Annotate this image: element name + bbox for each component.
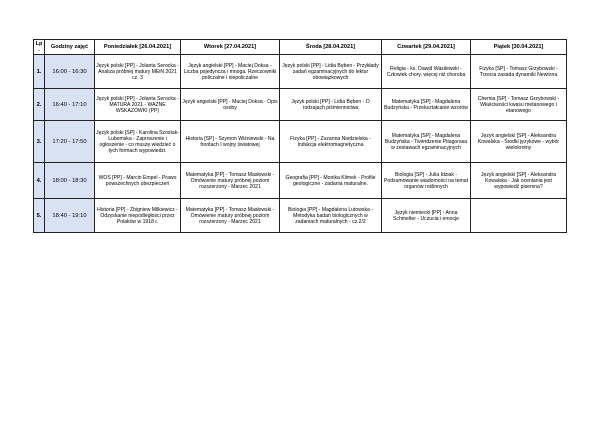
time-cell: 18:00 - 18:30 xyxy=(45,163,95,199)
table-row xyxy=(34,121,567,163)
thursday-cell: Język niemiecki [PP] - Anna Schmelter - Uczucia i emocje xyxy=(382,199,471,233)
monday-cell: Język polski [PP] - Jolanta Serocka - MATURA 2021 - WAŻNE WSKAZÓWKI (PP) xyxy=(95,89,181,121)
friday-cell: Język angielski [SP] - Aleksandra Kowalska - Jak oceniania jest wypowiedź pisemna? xyxy=(471,163,567,199)
time-cell: 16:00 - 16:30 xyxy=(45,55,95,89)
schedule-table xyxy=(33,39,567,233)
tuesday-cell: Matematyka [PP] - Tomasz Masłowski - Omówienie matury próbnej poziom rozszerzony - Marzec 2021 xyxy=(181,199,280,233)
header-wednesday: Środa [28.04.2021] xyxy=(280,40,382,55)
friday-cell: Chemia [SP] - Tomasz Grzybowski - Właściwości kwasu metanowego i etanowego xyxy=(471,89,567,121)
wednesday-cell: Biologia [PP] - Magdalena Lutowska - Metodyka badań biologicznych w zadaniach maturalnych - cz.2/2 xyxy=(280,199,382,233)
row-number: 1. xyxy=(34,55,45,89)
time-cell: 18:40 - 19:10 xyxy=(45,199,95,233)
header-row xyxy=(34,40,567,55)
wednesday-cell: Geografia [PP] - Monika Klimek - Profile geologiczne - zadania maturalne. xyxy=(280,163,382,199)
tuesday-cell: Historia [SP] - Szymon Wiśniewski - Na frontach I wojny światowej xyxy=(181,121,280,163)
wednesday-cell: Język polski [PP] - Lidia Bęben - Przykłady zadań egzaminacyjnych do lektur obowiązkowych xyxy=(280,55,382,89)
table-row xyxy=(34,163,567,199)
table-row xyxy=(34,55,567,89)
table-row xyxy=(34,199,567,233)
thursday-cell: Biologia [SP] - Julia Idziak - Podsumowanie wiadomości na temat organów roślinnych xyxy=(382,163,471,199)
monday-cell: Język polski [PP] - Jolanta Serocka - Analiza próbnej matury MEiN 2021 cz. 3 xyxy=(95,55,181,89)
header-tuesday: Wtorek [27.04.2021] xyxy=(181,40,280,55)
friday-cell: Fizyka [SP] - Tomasz Grzybowski - Trzecia zasada dynamiki Newtona xyxy=(471,55,567,89)
row-number: 5. xyxy=(34,199,45,233)
tuesday-cell: Język angielski [PP] - Maciej Doksa - Liczba pojedyncza i mnoga. Rzeczowniki policzalne i niepoliczalne xyxy=(181,55,280,89)
row-number: 3. xyxy=(34,121,45,163)
row-number: 4. xyxy=(34,163,45,199)
table-row xyxy=(34,89,567,121)
header-hours: Godziny zajęć xyxy=(45,40,95,55)
header-lp: Lp. xyxy=(34,40,45,55)
row-number: 2. xyxy=(34,89,45,121)
friday-cell xyxy=(471,199,567,233)
time-cell: 16:40 - 17:10 xyxy=(45,89,95,121)
wednesday-cell: Język polski [PP] - Lidia Bęben - O rodzajach piśmiennictwa xyxy=(280,89,382,121)
header-thursday: Czwartek [29.04.2021] xyxy=(382,40,471,55)
friday-cell: Język angielski [SP] - Aleksandra Kowalska - Środki językowe - wybór wielokrotny xyxy=(471,121,567,163)
time-cell: 17:20 - 17:50 xyxy=(45,121,95,163)
tuesday-cell: Język angielski [PP] - Maciej Doksa - Opis osoby xyxy=(181,89,280,121)
header-monday: Poniedziałek [26.04.2021] xyxy=(95,40,181,55)
thursday-cell: Matematyka [SP] - Magdalena Budzyńska - Twierdzenie Pitagorasa w zestawach egzaminacyjnych xyxy=(382,121,471,163)
monday-cell: Język polski [SP] - Karolina Szostak-Lubomska - Zaproszenie i ogłoszenie - co muszę wiedzieć o tych formach wypowiedzi. xyxy=(95,121,181,163)
tuesday-cell: Matematyka [PP] - Tomasz Masłowski - Omówienie matury próbnej poziom rozszerzony - Marzec 2021 xyxy=(181,163,280,199)
thursday-cell: Matematyka [SP] - Magdalena Budzyńska - Przekształcanie wzorów xyxy=(382,89,471,121)
thursday-cell: Religia - ks. Dawid Wasilewski - Człowiek chory, więcej niż choroba xyxy=(382,55,471,89)
monday-cell: Historia [PP] - Zbigniew Milkiewicz - Odzyskanie niepodległości przez Polaków w 1918 r. xyxy=(95,199,181,233)
header-friday: Piątek [30.04.2021] xyxy=(471,40,567,55)
monday-cell: WOS [PP] - Marcin Empel - Prawo powszechnych ubezpieczeń xyxy=(95,163,181,199)
wednesday-cell: Fizyka [PP] - Zuzanna Niedzielska - Indukcja elektromagnetyczna xyxy=(280,121,382,163)
